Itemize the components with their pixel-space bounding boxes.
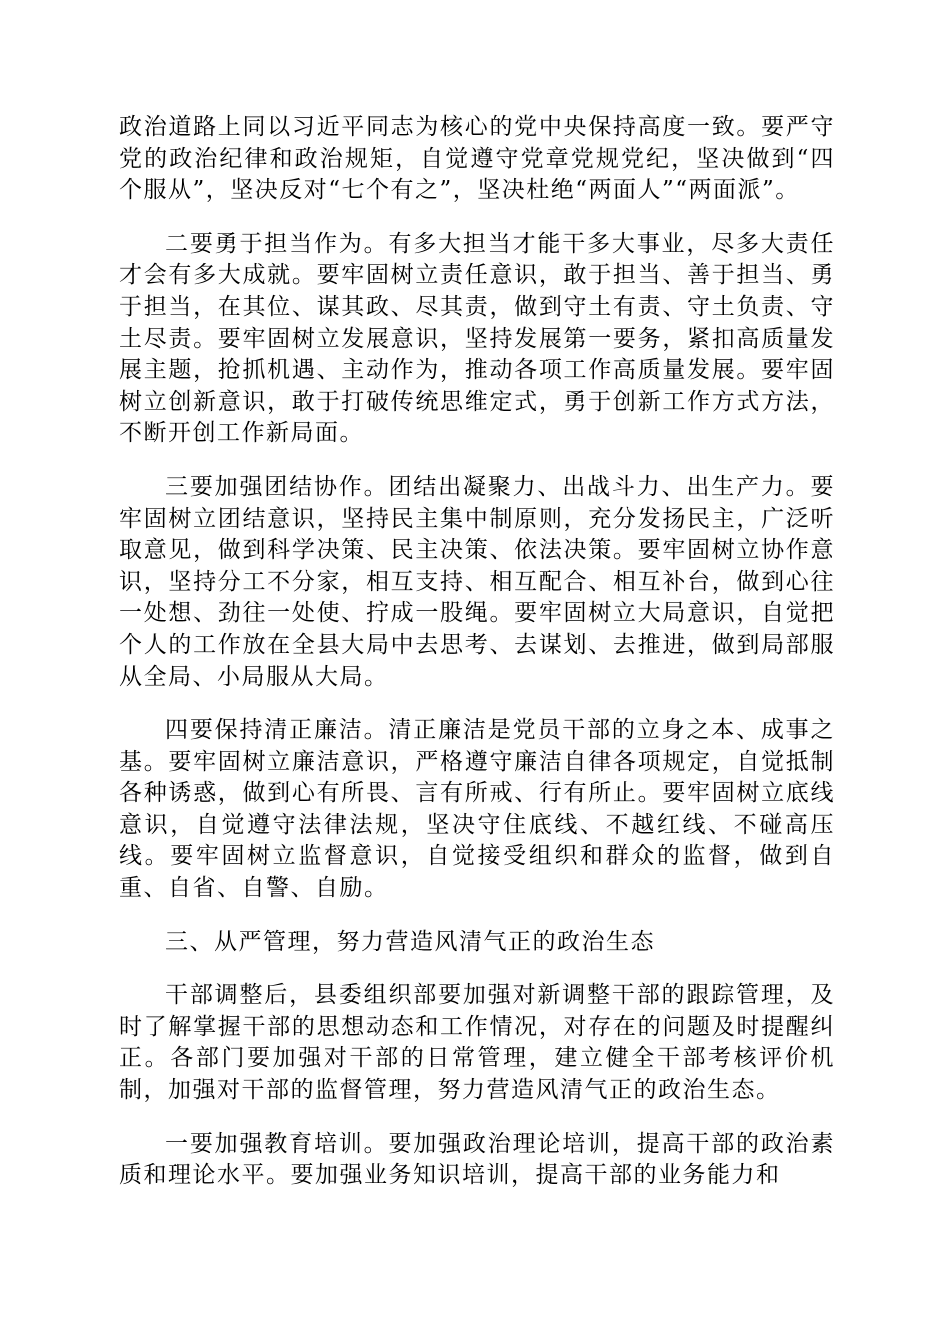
paragraph-point-one: 一要加强教育培训。要加强政治理论培训，提高干部的政治素质和理论水平。要加强业务知识培训，提高干部的业务能力和: [119, 1130, 835, 1189]
paragraph-continuation: 政治道路上同以习近平同志为核心的党中央保持高度一致。要严守党的政治纪律和政治规矩，自觉遵守党章党规党纪，坚决做到“四个服从”，坚决反对“七个有之”，坚决杜绝“两面人”“两面派”。: [119, 114, 835, 204]
paragraph-point-two: 二要勇于担当作为。有多大担当才能干多大事业，尽多大责任才会有多大成就。要牢固树立责任意识，敢于担当、善于担当、勇于担当，在其位、谋其政、尽其责，做到守土有责、守土负责、守土尽责。要牢固树立发展意识，坚持发展第一要务，紧扣高质量发展主题，抢抓机遇、主动作为，推动各项工作高质量发展。要牢固树立创新意识，敢于打破传统思维定式，勇于创新工作方式方法，不断开创工作新局面。: [119, 230, 835, 447]
paragraph-section-intro: 干部调整后，县委组织部要加强对新调整干部的跟踪管理，及时了解掌握干部的思想动态和工作情况，对存在的问题及时提醒纠正。各部门要加强对干部的日常管理，建立健全干部考核评价机制，加强对干部的监督管理，努力营造风清气正的政治生态。: [119, 982, 835, 1104]
section-heading: 三、从严管理，努力营造风清气正的政治生态: [165, 928, 655, 955]
document-body: [119, 112, 835, 1214]
paragraph-point-four: 四要保持清正廉洁。清正廉洁是党员干部的立身之本、成事之基。要牢固树立廉洁意识，严格遵守廉洁自律各项规定，自觉抵制各种诱惑，做到心有所畏、言有所戒、行有所止。要牢固树立底线意识，自觉遵守法律法规，坚决守住底线、不越红线、不碰高压线。要牢固树立监督意识，自觉接受组织和群众的监督，做到自重、自省、自警、自励。: [119, 717, 835, 902]
paragraph-point-three: 三要加强团结协作。团结出凝聚力、出战斗力、出生产力。要牢固树立团结意识，坚持民主集中制原则，充分发扬民主，广泛听取意见，做到科学决策、民主决策、依法决策。要牢固树立协作意识，坚持分工不分家，相互支持、相互配合、相互补台，做到心往一处想、劲往一处使、拧成一股绳。要牢固树立大局意识，自觉把个人的工作放在全县大局中去思考、去谋划、去推进，做到局部服从全局、小局服从大局。: [119, 473, 835, 690]
